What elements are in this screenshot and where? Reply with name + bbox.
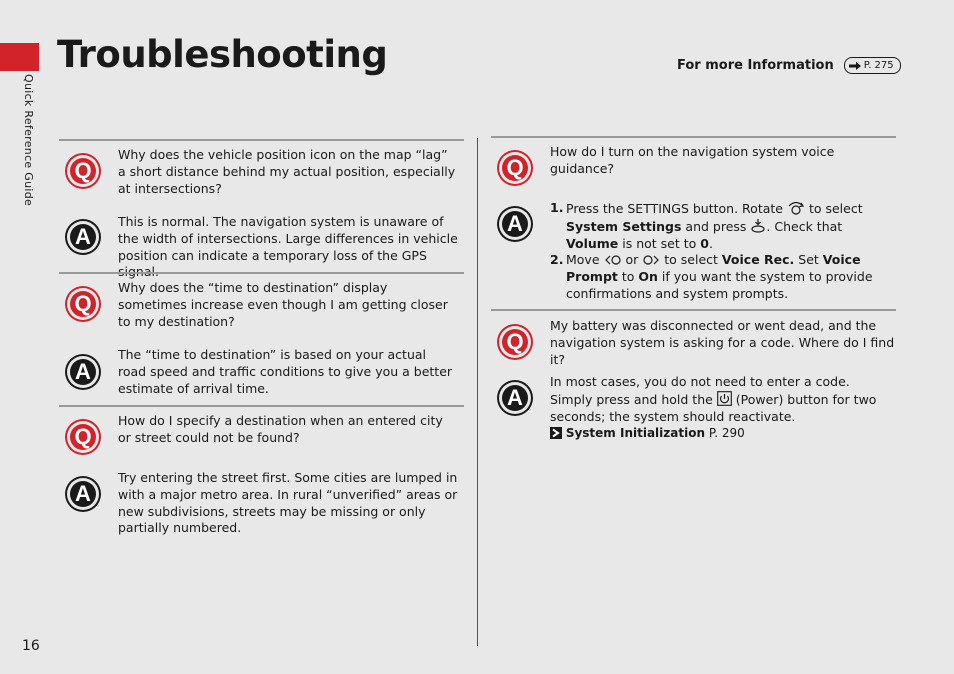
question-icon: Q — [67, 421, 99, 453]
step-bold-term: On — [638, 269, 658, 285]
step-item — [550, 200, 895, 252]
step-number: 2. — [550, 252, 564, 268]
page-ref-text: P. 275 — [863, 60, 894, 71]
cross-reference-link[interactable] — [550, 425, 895, 442]
step-bold-term: Voice Rec. — [721, 252, 795, 268]
divider-line — [59, 272, 464, 274]
step-text: . Check that — [766, 218, 843, 234]
question-icon: Q — [499, 326, 531, 358]
step-text: to — [621, 269, 635, 285]
step-text: Move — [566, 252, 600, 268]
answer-steps — [550, 200, 895, 303]
step-text: to select — [808, 201, 863, 216]
arrow-right-icon — [848, 61, 862, 71]
answer-text — [550, 374, 895, 442]
step-text: . — [708, 235, 713, 251]
step-text: or — [625, 252, 639, 268]
page-ref-pill[interactable] — [844, 57, 901, 74]
step-item — [550, 252, 895, 302]
side-section-label: Quick Reference Guide — [22, 74, 35, 207]
answer-icon: A — [67, 221, 99, 253]
question-text: My battery was disconnected or went dead, and the navigation system is asking for a code. Where do I find it? — [550, 318, 895, 367]
question-text: Why does the “time to destination” display sometimes increase even though I am getting closer to my destination? — [118, 280, 448, 329]
divider-line — [491, 136, 896, 138]
answer-icon: A — [67, 478, 99, 510]
move-left-icon — [604, 254, 622, 266]
answer-text-part: In most cases, you do not need to enter a code. Simply press and hold the — [550, 374, 850, 407]
section-tab-marker — [0, 43, 39, 71]
divider-line — [491, 309, 896, 311]
column-divider — [477, 138, 478, 646]
more-information-link[interactable] — [677, 57, 901, 74]
page-title: Troubleshooting — [57, 33, 388, 76]
step-text: and press — [685, 218, 747, 234]
step-bold-term: 0 — [700, 235, 709, 251]
question-icon: Q — [499, 152, 531, 184]
link-page: P. 290 — [708, 426, 745, 441]
power-icon — [717, 391, 732, 406]
step-text: if you want the system to provide confirmations and system prompts. — [566, 269, 873, 301]
question-text: How do I turn on the navigation system voice guidance? — [550, 144, 835, 176]
step-bold-term: System Settings — [566, 218, 682, 234]
divider-line — [59, 405, 464, 407]
question-icon: Q — [67, 288, 99, 320]
more-info-label: For more Information — [677, 58, 834, 73]
page-number: 16 — [22, 638, 40, 654]
answer-text: This is normal. The navigation system is unaware of the width of intersections. Large differences in vehicle position can indicate a temporary loss of the GPS — [118, 214, 458, 263]
question-icon: Q — [67, 155, 99, 187]
step-text: to select — [664, 252, 718, 268]
question-text: How do I specify a destination when an entered city or street could not be found? — [118, 413, 443, 445]
step-text: Set — [798, 252, 819, 268]
step-bold-term: Volume — [566, 235, 619, 251]
press-knob-icon — [750, 218, 766, 233]
answer-text-part: (Power) button for two seconds; the system should reactivate. — [550, 391, 877, 424]
step-text: is not set to — [622, 235, 697, 251]
rotate-knob-icon — [787, 200, 805, 215]
answer-icon: A — [67, 356, 99, 388]
answer-icon: A — [499, 208, 531, 240]
answer-icon: A — [499, 382, 531, 414]
link-arrow-icon — [550, 427, 562, 439]
answer-text: The “time to destination” is based on your actual road speed and traffic conditions to give you a better estimate of arrival time. — [118, 347, 453, 396]
step-text: Press the SETTINGS button. Rotate — [566, 201, 783, 216]
divider-line — [59, 139, 464, 141]
link-label: System Initialization — [565, 426, 706, 441]
step-bold-term: Voice Prompt — [566, 252, 861, 285]
answer-text: Try entering the street first. Some cities are lumped in with a major metro area. In rural “unverified” areas or new subdivisions, streets may be missing or only partially numbered. — [118, 470, 458, 536]
question-text: Why does the vehicle position icon on the map “lag” a short distance behind my actual position, especially at intersections? — [118, 147, 456, 196]
move-right-icon — [642, 254, 660, 266]
step-number: 1. — [550, 200, 564, 215]
